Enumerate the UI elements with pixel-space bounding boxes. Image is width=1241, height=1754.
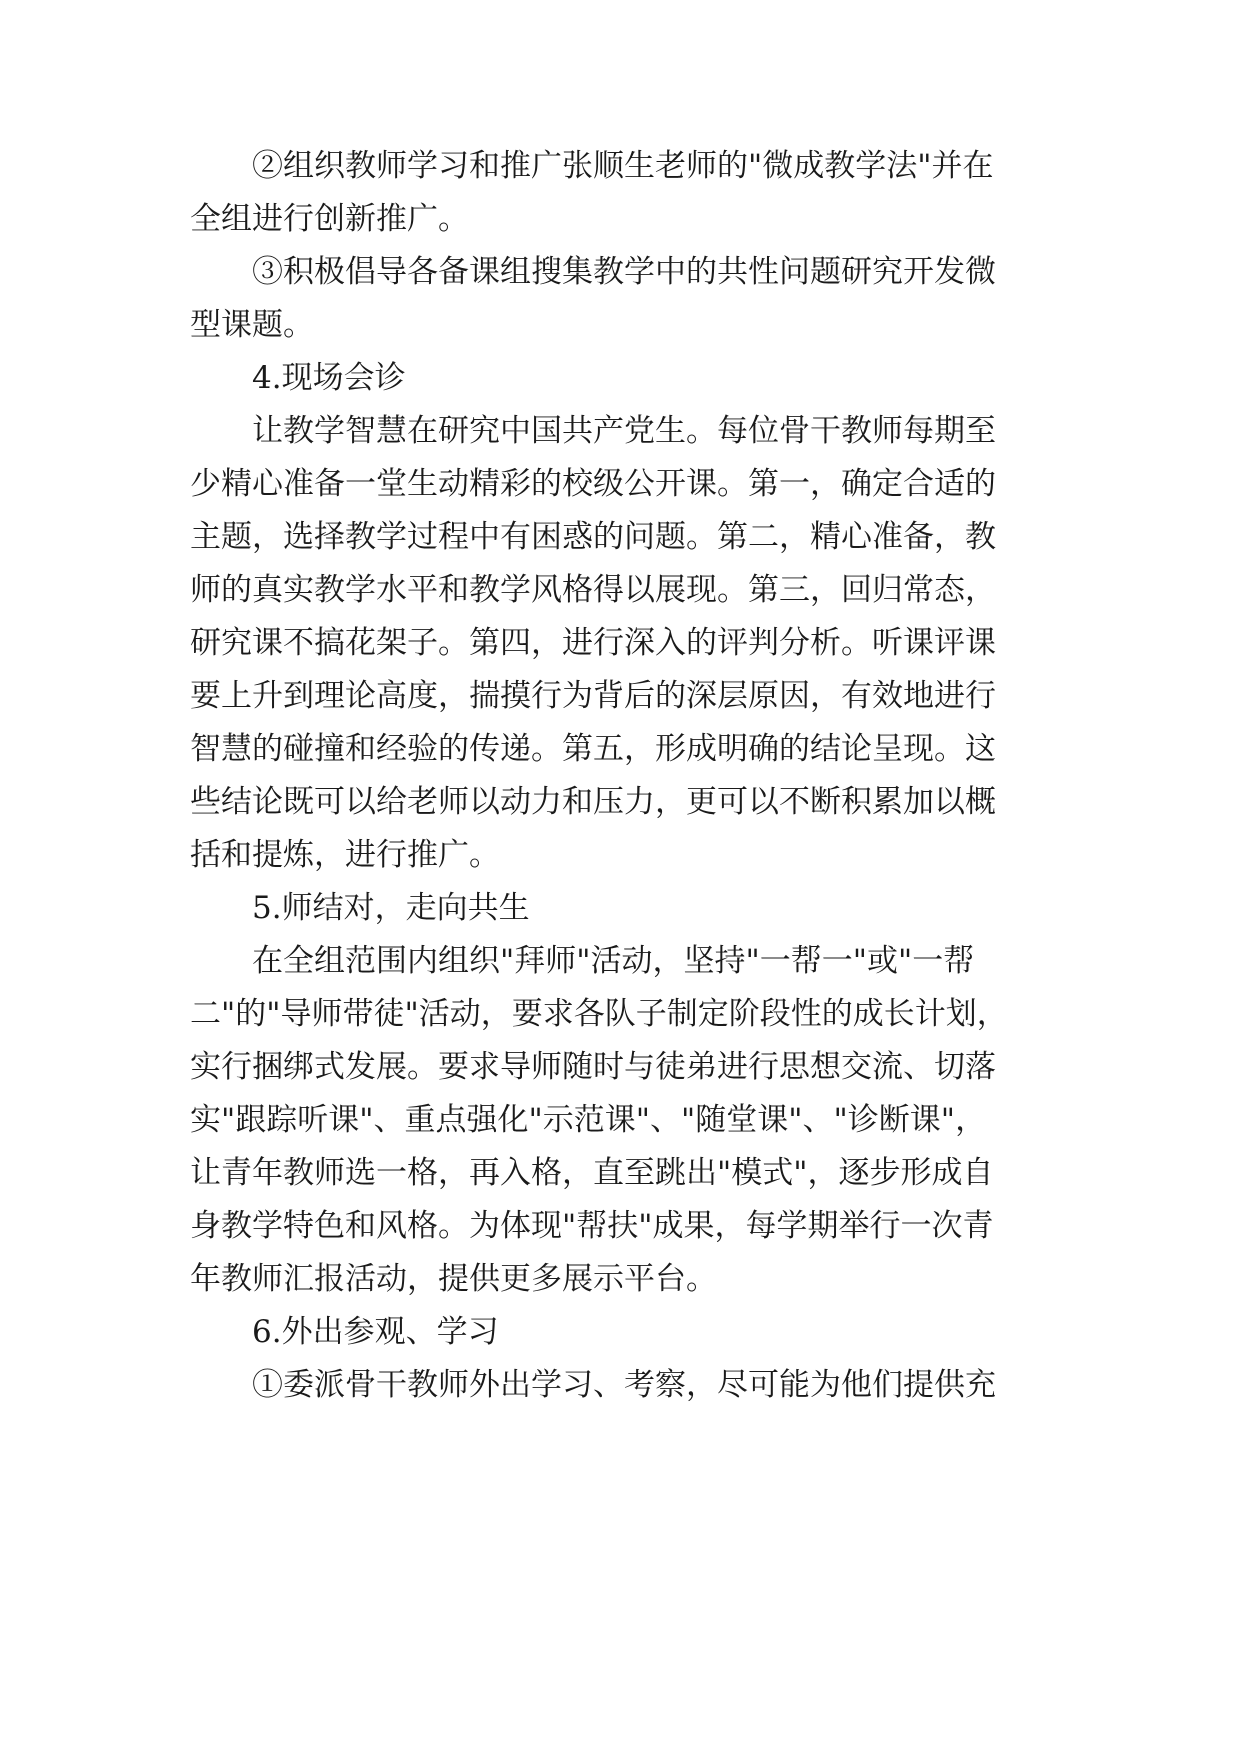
paragraph-line: 要上升到理论高度，揣摸行为背后的深层原因，有效地进行 <box>190 678 996 714</box>
paragraph-line: 年教师汇报活动，提供更多展示平台。 <box>190 1261 717 1297</box>
paragraph-line: 二"的"导师带徒"活动，要求各队子制定阶段性的成长计划， <box>190 996 1008 1032</box>
section-heading: 4.现场会诊 <box>252 360 406 396</box>
paragraph-line: ②组织教师学习和推广张顺生老师的"微成教学法"并在 <box>252 148 994 184</box>
paragraph-line: 研究课不搞花架子。第四，进行深入的评判分析。听课评课 <box>190 625 996 661</box>
paragraph-line: ①委派骨干教师外出学习、考察，尽可能为他们提供充 <box>252 1367 996 1403</box>
paragraph-line: 师的真实教学水平和教学风格得以展现。第三，回归常态， <box>190 572 996 608</box>
section-heading: 5.师结对，走向共生 <box>252 890 530 926</box>
paragraph-line: 主题，选择教学过程中有困惑的问题。第二，精心准备，教 <box>190 519 996 555</box>
paragraph-line: 让青年教师选一格，再入格，直至跳出"模式"，逐步形成自 <box>190 1155 994 1191</box>
paragraph-line: 实行捆绑式发展。要求导师随时与徒弟进行思想交流、切落 <box>190 1049 996 1085</box>
paragraph-line: 少精心准备一堂生动精彩的校级公开课。第一，确定合适的 <box>190 466 996 502</box>
paragraph-line: 智慧的碰撞和经验的传递。第五，形成明确的结论呈现。这 <box>190 731 996 767</box>
paragraph-line: 全组进行创新推广。 <box>190 201 469 237</box>
paragraph-line: ③积极倡导各备课组搜集教学中的共性问题研究开发微 <box>252 254 996 290</box>
section-heading: 6.外出参观、学习 <box>252 1314 499 1350</box>
paragraph-line: 些结论既可以给老师以动力和压力，更可以不断积累加以概 <box>190 784 996 820</box>
paragraph-line: 身教学特色和风格。为体现"帮扶"成果，每学期举行一次青 <box>190 1208 994 1244</box>
paragraph-line: 型课题。 <box>190 307 314 343</box>
paragraph-line: 实"跟踪听课"、重点强化"示范课"、"随堂课"、"诊断课"， <box>190 1102 987 1138</box>
paragraph-line: 在全组范围内组织"拜师"活动，坚持"一帮一"或"一帮 <box>252 943 975 979</box>
paragraph-line: 括和提炼，进行推广。 <box>190 837 500 873</box>
paragraph-line: 让教学智慧在研究中国共产党生。每位骨干教师每期至 <box>252 413 996 449</box>
